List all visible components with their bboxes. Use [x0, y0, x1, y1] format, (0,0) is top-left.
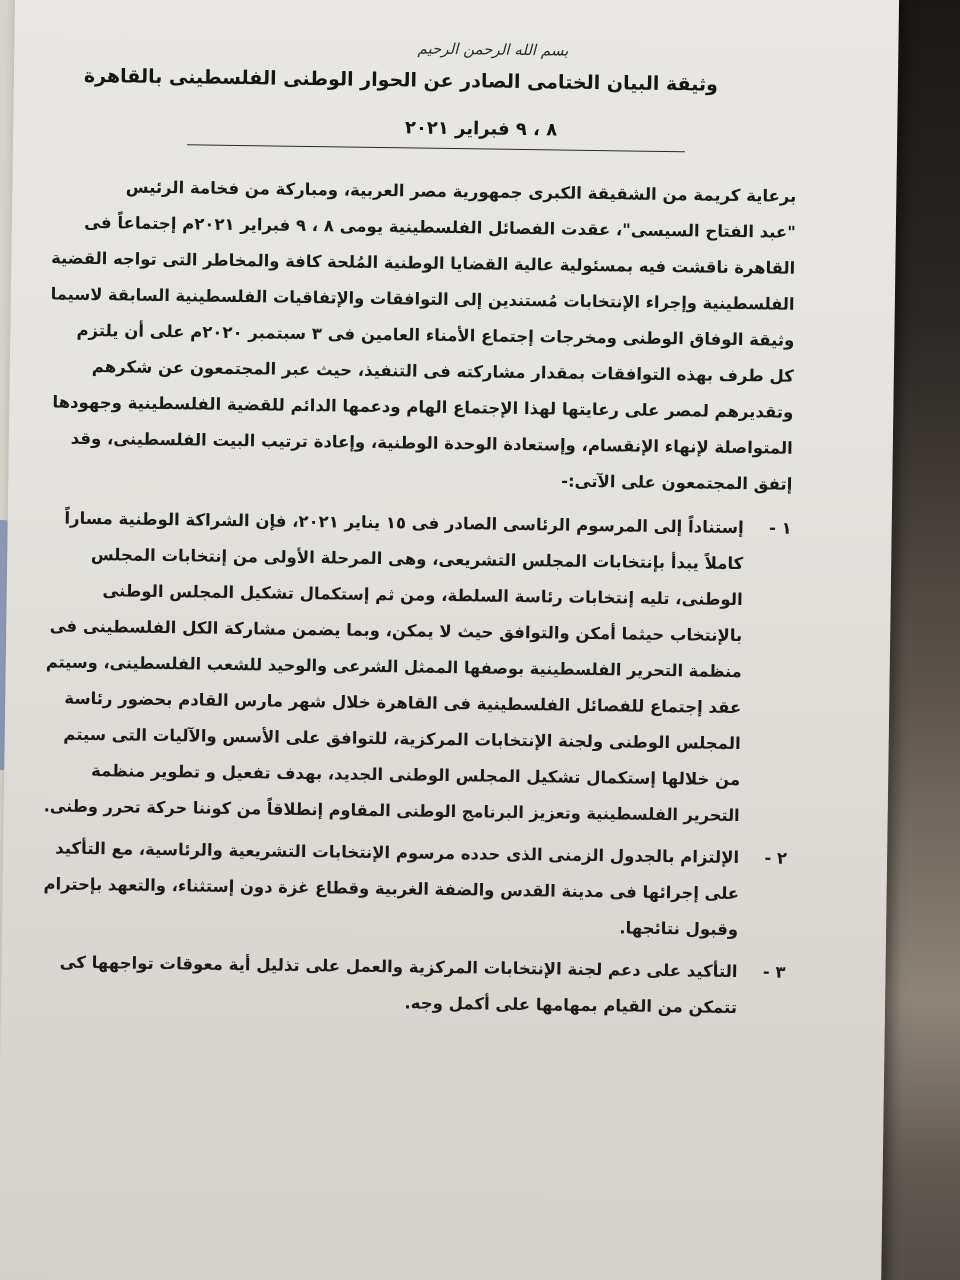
- intro-line: الفلسطينية وإجراء الإنتخابات مُستندين إلى التوافقات والإتفاقيات الفلسطينية السابقة لاسيما: [50, 284, 795, 314]
- item-line: عقد إجتماع للفصائل الفلسطينية فى القاهرة خلال شهر مارس القادم بحضور رئاسة: [64, 688, 742, 718]
- item-line: بالإنتخاب حيثما أمكن والتوافق حيث لا يمكن، وبما يضمن مشاركة الكل الفلسطينى فى: [49, 616, 743, 646]
- document-title: وثيقة البيان الختامى الصادر عن الحوار الوطنى الفلسطينى بالقاهرة: [83, 64, 719, 96]
- item-number: ٣ -: [762, 962, 786, 982]
- item-line: منظمة التحرير الفلسطينية بوصفها الممثل الشرعى والوحيد للشعب الفلسطينى، وسيتم: [45, 652, 742, 682]
- item-line: الإلتزام بالجدول الزمنى الذى حدده مرسوم الإنتخابات التشريعية والرئاسية، مع التأكيد: [55, 838, 740, 868]
- item-line: إستناداً إلى المرسوم الرئاسى الصادر فى ١٥ يناير ٢٠٢١، فإن الشراكة الوطنية مساراً: [64, 508, 744, 538]
- item-line: كاملاً يبدأ بإنتخابات المجلس التشريعى، وهى المرحلة الأولى من إنتخابات المجلس: [90, 545, 744, 574]
- intro-line: إتفق المجتمعون على الآتى:-: [561, 471, 793, 494]
- intro-line: "عبد الفتاح السيسى"، عقدت الفصائل الفلسطينية يومى ٨ ، ٩ فبراير ٢٠٢١م إجتماعاً فى: [84, 212, 796, 242]
- intro-line: وثيقة الوفاق الوطنى ومخرجات إجتماع الأمناء العامين فى ٣ سبتمبر ٢٠٢٠م على أن يلتزم: [76, 320, 795, 350]
- item-line: المجلس الوطنى ولجنة الإنتخابات المركزية، للتوافق على الأسس والآليات التى سيتم: [63, 724, 741, 754]
- item-line: الوطنى، تليه إنتخابات رئاسة السلطة، ومن ثم إستكمال تشكيل المجلس الوطنى: [102, 581, 743, 610]
- item-line: تتمكن من القيام بمهامها على أكمل وجه.: [404, 993, 738, 1018]
- item-number: ٢ -: [764, 848, 788, 868]
- basmala: بسم الله الرحمن الرحيم: [417, 39, 569, 60]
- item-line: على إجرائها فى مدينة القدس والضفة الغربية وقطاع غزة دون إستثناء، والتعهد بإحترام: [42, 874, 739, 904]
- intro-line: القاهرة ناقشت فيه بمسئولية عالية القضايا الوطنية المُلحة كافة والمخاطر التى تواجه القضية: [51, 248, 796, 278]
- intro-line: برعاية كريمة من الشقيقة الكبرى جمهورية مصر العربية، ومباركة من فخامة الرئيس: [125, 177, 797, 206]
- item-number: ١ -: [768, 518, 792, 538]
- item-line: التأكيد على دعم لجنة الإنتخابات المركزية والعمل على تذليل أية معوقات تواجهها كى: [59, 952, 738, 982]
- title-divider: [187, 144, 685, 152]
- item-line: من خلالها إستكمال تشكيل المجلس الوطنى الجديد، بهدف تفعيل و تطوير منظمة: [90, 761, 741, 790]
- document-date: ٨ ، ٩ فبراير ٢٠٢١: [404, 117, 558, 141]
- intro-line: كل طرف بهذه التوافقات بمقدار مشاركته فى التنفيذ، حيث عبر المجتمعون عن شكرهم: [91, 357, 794, 386]
- intro-line: وتقديرهم لمصر على رعايتها لهذا الإجتماع الهام ودعمها الدائم للقضية الفلسطينية وجهودها: [52, 392, 794, 422]
- item-line: التحرير الفلسطينية وتعزيز البرنامج الوطنى المقاوم إنطلاقاً من كوننا حركة تحرر وطنى.: [43, 796, 740, 826]
- intro-line: المتواصلة لإنهاء الإنقسام، وإستعادة الوحدة الوطنية، وإعادة ترتيب البيت الفلسطينى، وقد: [70, 428, 793, 458]
- item-line: وقبول نتائجها.: [619, 918, 739, 940]
